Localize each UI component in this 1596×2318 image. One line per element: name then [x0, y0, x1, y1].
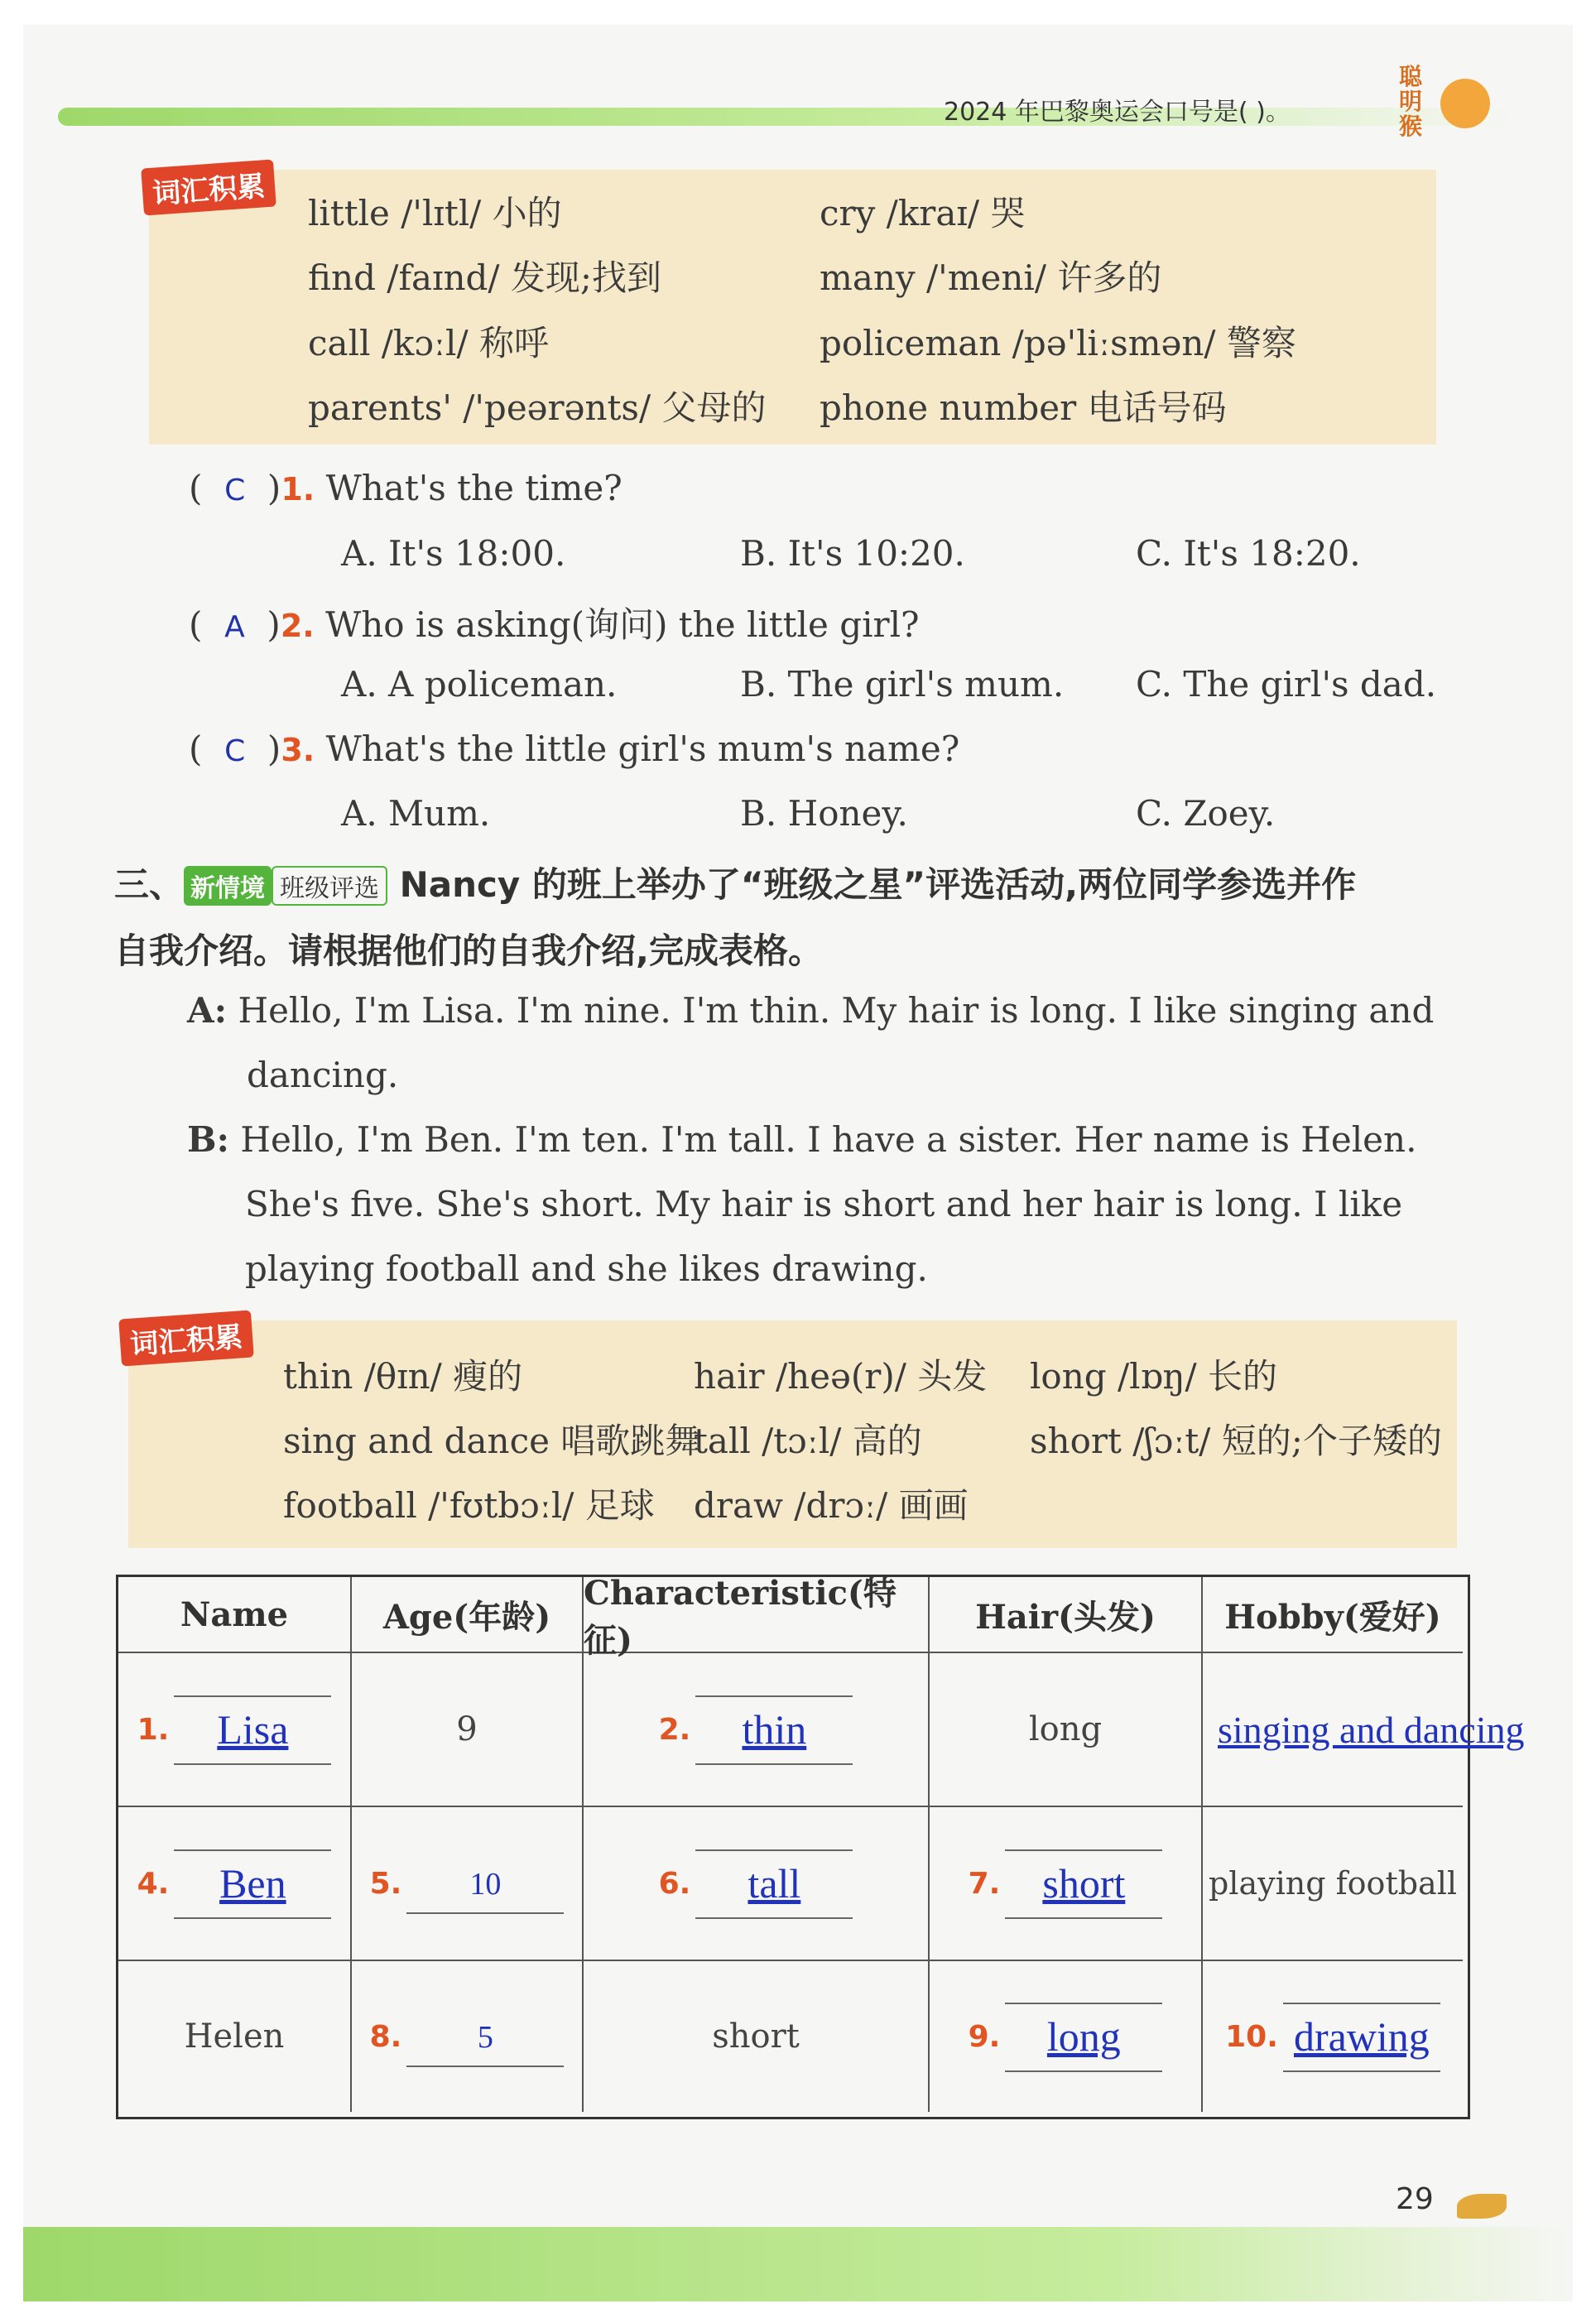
table-cell: long: [930, 1653, 1203, 1807]
vocab-item: policeman /pə'liːsmən/ 警察: [820, 323, 1296, 363]
vocab-item: draw /drɔː/ 画画: [694, 1485, 969, 1526]
table-header: Name: [118, 1577, 352, 1653]
info-table: [116, 1574, 1525, 2119]
blank-number: 10.: [1225, 2019, 1278, 2054]
table-header: Hair(头发): [930, 1577, 1203, 1653]
option: A. Mum.: [341, 793, 491, 834]
table-cell: [1203, 1653, 1525, 1807]
filled-answer: thin: [742, 1706, 807, 1753]
option: C. The girl's dad.: [1136, 664, 1437, 705]
filled-answer: 10: [469, 1867, 502, 1902]
filled-answer: tall: [748, 1860, 801, 1907]
answer-blank[interactable]: [1005, 1859, 1162, 1907]
blank-number: 4.: [137, 1866, 170, 1901]
filled-answer: drawing: [1293, 2013, 1430, 2060]
table-cell: 9: [352, 1653, 584, 1807]
option: B. It's 10:20.: [740, 533, 965, 574]
question-1: ( C )1. What's the time?: [189, 468, 623, 508]
blank-number: 8.: [369, 2019, 402, 2054]
section-prefix: 三、: [114, 864, 185, 905]
blank-number: 5.: [369, 1866, 402, 1901]
passage-line: Hello, I'm Lisa. I'm nine. I'm thin. My hair is long. I like singing and: [238, 990, 1435, 1031]
vocab-tag: 词汇积累: [141, 159, 276, 215]
speaker-label: A:: [187, 990, 228, 1031]
blank-number: 6.: [658, 1866, 691, 1901]
table-cell: [118, 1807, 352, 1961]
table-cell: [584, 1653, 930, 1807]
table-cell: [584, 1807, 930, 1961]
bottom-decorative-bar: [23, 2227, 1573, 2301]
passage-line: Hello, I'm Ben. I'm ten. I'm tall. I have a sister. Her name is Helen.: [240, 1119, 1417, 1160]
answer-blank[interactable]: [174, 1705, 331, 1753]
vocab-item: short /ʃɔːt/ 短的;个子矮的: [1030, 1421, 1442, 1461]
table-cell: [1203, 1961, 1463, 2112]
vocab-item: many /'meni/ 许多的: [820, 257, 1162, 298]
question-text: What's the time?: [325, 468, 623, 508]
vocab-item: hair /heə(r)/ 头发: [694, 1356, 988, 1397]
passage-line: She's five. She's short. My hair is short and her hair is long. I like: [245, 1184, 1403, 1224]
answer-blank[interactable]: [695, 1859, 853, 1907]
option: B. The girl's mum.: [740, 664, 1065, 705]
table-cell: Helen: [118, 1961, 352, 2112]
filled-answer: Lisa: [217, 1706, 289, 1753]
answer-blank[interactable]: [1283, 2013, 1440, 2061]
filled-answer: Ben: [219, 1860, 286, 1907]
table-header: Characteristic(特征): [584, 1577, 930, 1653]
vocab-item: football /'fʊtbɔːl/ 足球: [283, 1485, 655, 1526]
option: B. Honey.: [740, 793, 908, 834]
blank-number: 7.: [968, 1866, 1001, 1901]
question-3: ( C )3. What's the little girl's mum's name?: [189, 729, 960, 769]
option: C. Zoey.: [1136, 793, 1276, 834]
question-number: 2.: [280, 608, 315, 644]
option: A. A policeman.: [341, 664, 618, 705]
option: A. It's 18:00.: [341, 533, 566, 574]
section-3-instruction: [114, 858, 1356, 907]
fish-decoration-icon: [1457, 2194, 1507, 2219]
answer-1: C: [224, 474, 246, 507]
speaker-label: B:: [187, 1119, 230, 1160]
answer-blank[interactable]: [174, 1859, 331, 1907]
question-2: ( A )2. Who is asking(询问) the little girl?: [189, 604, 920, 645]
table-cell: playing football: [1203, 1807, 1463, 1961]
question-text: What's the little girl's mum's name?: [325, 729, 960, 769]
filled-answer: 5: [477, 2020, 493, 2055]
filled-answer: long: [1046, 2013, 1121, 2060]
vocab-item: call /kɔːl/ 称呼: [308, 323, 549, 363]
vocab-item: cry /kraɪ/ 哭: [820, 193, 1026, 233]
answer-blank[interactable]: [695, 1705, 853, 1753]
table-cell: [352, 1807, 584, 1961]
table-cell: short: [584, 1961, 930, 2112]
passage-a: [187, 990, 1434, 1031]
new-context-badge: 新情境: [184, 866, 272, 906]
table-cell: [930, 1807, 1203, 1961]
vocab-item: tall /tɔːl/ 高的: [694, 1421, 922, 1461]
brand-label: 聪 明 猴: [1399, 63, 1423, 140]
top-decorative-bar: [58, 108, 1515, 126]
table-cell: [352, 1961, 584, 2112]
vocab-item: long /lɒŋ/ 长的: [1030, 1356, 1278, 1397]
filled-answer: singing and dancing: [1218, 1708, 1525, 1751]
table-header: Age(年龄): [352, 1577, 584, 1653]
blank-number: 9.: [968, 2019, 1001, 2054]
vocab-item: little /'lɪtl/ 小的: [308, 193, 562, 233]
answer-blank[interactable]: [406, 1864, 564, 1902]
table-cell: [118, 1653, 352, 1807]
table-header: Hobby(爱好): [1203, 1577, 1463, 1653]
question-text: Who is asking(询问) the little girl?: [325, 604, 920, 645]
instruction-line-1: Nancy 的班上举办了“班级之星”评选活动,两位同学参选并作: [387, 864, 1357, 905]
passage-line: playing football and she likes drawing.: [245, 1248, 928, 1289]
monkey-mascot-icon: [1440, 79, 1490, 128]
instruction-line-2: 自我介绍。请根据他们的自我介绍,完成表格。: [114, 931, 823, 971]
header-question: 2024 年巴黎奥运会口号是( )。: [944, 98, 1291, 127]
filled-answer: short: [1042, 1860, 1126, 1907]
answer-blank[interactable]: [1005, 2013, 1162, 2061]
blank-number: 1.: [137, 1712, 170, 1747]
option: C. It's 18:20.: [1136, 533, 1361, 574]
answer-blank[interactable]: [406, 2017, 564, 2056]
table-cell: [930, 1961, 1203, 2112]
vocab-tag: 词汇积累: [118, 1310, 254, 1366]
vocab-item: find /faɪnd/ 发现;找到: [308, 257, 662, 298]
page-number: 29: [1396, 2182, 1434, 2216]
vocab-item: parents' /'peərənts/ 父母的: [308, 387, 767, 428]
vocab-item: sing and dance 唱歌跳舞: [283, 1421, 700, 1461]
blank-number: 2.: [658, 1712, 691, 1747]
vocab-item: thin /θɪn/ 瘦的: [283, 1356, 523, 1397]
class-vote-badge: 班级评选: [272, 866, 387, 906]
question-number: 3.: [281, 732, 315, 768]
passage-line: dancing.: [247, 1055, 399, 1095]
vocab-item: phone number 电话号码: [820, 387, 1227, 428]
passage-b: [187, 1119, 1416, 1160]
answer-2: A: [224, 610, 245, 644]
question-number: 1.: [281, 471, 315, 507]
answer-3: C: [224, 734, 246, 768]
